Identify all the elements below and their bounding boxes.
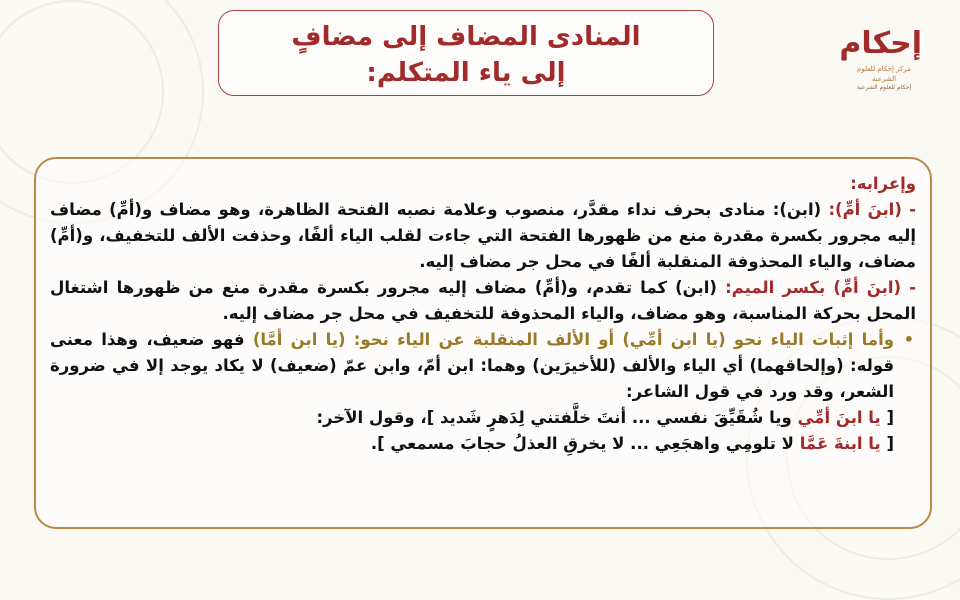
verse-2 xyxy=(50,431,916,457)
content-panel xyxy=(34,157,932,529)
paragraph-2-label: - (ابنَ أمِّ) بكسر الميم: xyxy=(725,278,917,297)
logo-tagline: إحكام للعلوم الشرعية xyxy=(856,84,912,91)
verse-2-open: [ xyxy=(880,434,894,453)
verse-1 xyxy=(50,405,916,431)
paragraph-1-label: - (ابنَ أمِّ): xyxy=(828,200,917,219)
slide-title-box xyxy=(218,10,714,96)
bullet-icon: • xyxy=(903,330,914,349)
section-heading xyxy=(50,171,916,197)
paragraph-3-highlight: وأما إثبات الياء نحو (يا ابن أمِّي) أو الألف المنقلبة عن الياء نحو: (يا ابن أمَّا) xyxy=(252,330,894,349)
verse-2-text: لا تلومِي واهجَعِي ... لا يخرقِ العذلُ حجابَ مسمعي ]. xyxy=(370,434,800,453)
paragraph-3-text: فهو ضعيف، وهذا معنى قوله: (وإلحاقهما) أي الياء والألف (للأخيرَين) وهما: ابن أمّ، وابن عمّ (ضعيف) لا يكاد يوجد إلا في ضرورة الشعر، وقد ورد في قول الشاعر: xyxy=(50,330,894,401)
verse-1-open: [ xyxy=(880,408,894,427)
paragraph-1 xyxy=(50,197,916,275)
paragraph-2-text: (ابن) كما تقدم، و(أمِّ) مضاف إليه مجرور بكسرة مقدرة منع من ظهورها اشتغال المحل بحركة المناسبة، وهو مضاف، والياء المحذوفة للتخفيف في محل جر مضاف إليه. xyxy=(50,278,916,323)
paragraph-3 xyxy=(50,327,916,405)
verse-1-text: ويا شُقَيِّقَ نفسي ... أنتَ خلَّفتني لِدَهرٍ شَديد ]، وقول الآخر: xyxy=(316,408,798,427)
slide-title-line-1: المنادى المضاف إلى مضافٍ xyxy=(291,22,641,52)
logo-subtitle: مركز إحكام للعلوم الشرعية xyxy=(857,65,911,83)
heading-text: وإعرابه: xyxy=(850,174,916,193)
verse-1-highlight: يا ابنَ أمِّي xyxy=(797,408,881,427)
logo-wordmark: إحكام xyxy=(839,26,922,61)
verse-2-highlight: يا ابنةَ عَمَّا xyxy=(799,434,881,453)
paragraph-2 xyxy=(50,275,916,327)
paragraph-1-text: (ابن): منادى بحرف نداء مقدَّر، منصوب وعلامة نصبه الفتحة الظاهرة، وهو مضاف و(أمِّ) مضاف إليه مجرور بكسرة مقدرة منع من ظهورها الفتحة التي جاءت لقلب الياء ألفًا، وحذفت الألف للتخفيف، و(أمِّ) مضاف، والياء المحذوفة المنقلبة ألفًا في محل جر مضاف إليه. xyxy=(50,200,916,271)
brand-logo xyxy=(839,26,922,92)
slide-title-line-2: إلى ياء المتكلم: xyxy=(366,58,566,88)
